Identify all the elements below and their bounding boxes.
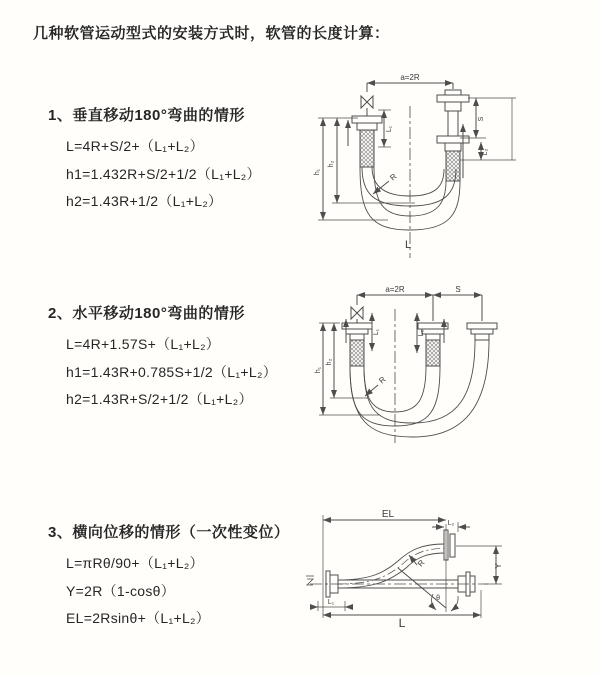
diagram-lateral-offset bbox=[298, 500, 595, 650]
formula-length: L=4R+1.57S+（L₁+L₂） bbox=[66, 336, 221, 352]
section-heading: 3、横向位移的情形（一次性变位） bbox=[48, 524, 290, 541]
diagram-vertical-180-bend bbox=[310, 68, 590, 263]
length-label: L bbox=[404, 239, 412, 251]
radius-label: R bbox=[377, 374, 388, 386]
hose-u-curves bbox=[350, 340, 489, 437]
diagram-horizontal-180-bend bbox=[310, 283, 595, 458]
angle-label: θ bbox=[436, 595, 440, 602]
dim-a2r bbox=[367, 83, 453, 92]
dim-label-h2: h₂ bbox=[326, 358, 333, 366]
formula-y: Y=2R（1-cosθ） bbox=[66, 582, 176, 599]
section-heading: 1、垂直移动180°弯曲的情形 bbox=[48, 107, 245, 124]
section-horizontal-180 bbox=[48, 302, 277, 414]
moved-flange bbox=[467, 323, 497, 340]
radius-pointer bbox=[365, 385, 378, 396]
angle-theta bbox=[398, 568, 458, 611]
dim-s bbox=[460, 98, 516, 138]
dim-label-y: Y bbox=[494, 563, 503, 569]
formula-h2: h2=1.43R+S/2+1/2（L₁+L₂） bbox=[66, 391, 253, 407]
dim-el bbox=[323, 515, 446, 618]
dim-label-h1: h₁ bbox=[315, 366, 322, 374]
formula-h1: h1=1.432R+S/2+1/2（L₁+L₂） bbox=[66, 165, 261, 182]
formula-length: L=4R+S/2+（L₁+L₂） bbox=[66, 138, 204, 154]
formula-length: L=πRθ/90+（L₁+L₂） bbox=[66, 555, 204, 571]
dim-label-l2: L₂ bbox=[418, 329, 425, 337]
hose-s-curve bbox=[338, 544, 444, 588]
middle-hose-braid bbox=[426, 340, 440, 366]
dim-label-s: S bbox=[455, 285, 461, 294]
left-hose-braid bbox=[360, 130, 374, 167]
section-heading: 2、水平移动180°弯曲的情形 bbox=[48, 305, 245, 322]
page-title: 几种软管运动型式的安装方式时，软管的长度计算： bbox=[33, 25, 390, 42]
dim-label-a2r: a=2R bbox=[385, 285, 405, 294]
dim-label-h1: h₁ bbox=[314, 168, 321, 176]
dim-h1 bbox=[318, 118, 388, 220]
section-lateral-offset bbox=[48, 521, 289, 633]
section-vertical-180 bbox=[48, 104, 261, 216]
formula-h1: h1=1.43R+0.785S+1/2（L₁+L₂） bbox=[66, 363, 277, 380]
radius-label: R bbox=[415, 558, 427, 569]
valve-icon bbox=[361, 96, 373, 116]
dim-label-l1: L₁ bbox=[327, 599, 335, 606]
dim-label-a2r: a=2R bbox=[400, 73, 420, 82]
length-label: L bbox=[398, 616, 406, 630]
dim-label-l1: L₁ bbox=[386, 125, 393, 133]
dim-label-h2: h₂ bbox=[328, 160, 335, 168]
dim-label-s: S bbox=[478, 116, 485, 122]
radius-label: R bbox=[388, 171, 399, 183]
right-hose-braid bbox=[446, 151, 460, 181]
dim-label-l2: L₂ bbox=[482, 148, 489, 156]
dim-label-el: EL bbox=[381, 509, 395, 520]
formula-el: EL=2Rsinθ+（L₁+L₂） bbox=[66, 610, 211, 626]
left-hose-braid bbox=[350, 340, 364, 366]
right-pipe bbox=[437, 90, 469, 151]
valve-icon bbox=[351, 307, 363, 323]
formula-h2: h2=1.43R+1/2（L₁+L₂） bbox=[66, 193, 223, 209]
dim-label-l2: L₂ bbox=[447, 520, 455, 527]
dim-label-l1: L₁ bbox=[373, 328, 380, 336]
dim-s bbox=[433, 295, 482, 321]
